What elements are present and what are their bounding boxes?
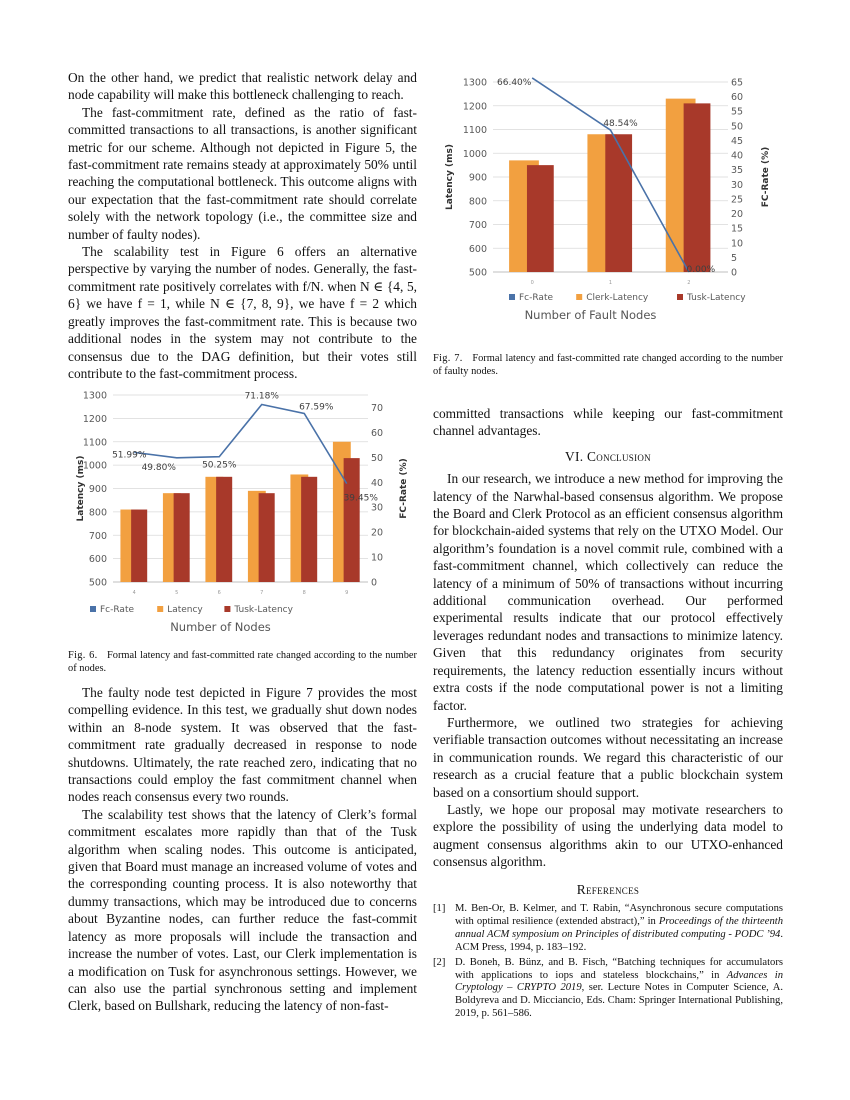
y-tick-label: 700 [88,530,107,542]
y-tick-label: 1000 [82,460,107,472]
references-list [433,903,783,1021]
right-column [433,405,783,1023]
bar-tusk-latency [174,493,190,582]
reference-text: D. Boneh, B. Bünz, and B. Fisch, “Batching techniques for accumulators with applications to iops and stateless blockchains,” in [455,956,783,981]
y2-axis-title: FC-Rate (%) [761,146,771,208]
fig6-caption-label: Fig. 6. [68,650,98,661]
y-tick-label: 600 [468,243,487,255]
reference-body [455,957,783,1022]
reference-body [455,903,783,955]
y-axis-title: Latency (ms) [76,455,86,522]
y-tick-label: 700 [468,220,487,231]
bar-tusk-latency [605,134,632,272]
paragraph: Furthermore, we outlined two strategies for achieving verifiable transaction outcomes without necessitating an increase in communication rounds. We regard this characteristic of our research as a crucial feature that a public blockchain system based on a consortium should support. [433,714,783,800]
fig7-chart [433,70,783,332]
y-tick-label: 1100 [82,437,107,449]
data-label: 51.99% [112,450,147,461]
y-tick-label: 600 [88,554,107,566]
y-tick-label: 1200 [462,101,487,113]
reference-number: [1] [433,902,446,914]
legend-swatch-fc-rate [509,294,515,300]
left-column-top [68,69,417,382]
y2-tick-label: 45 [731,135,744,147]
paragraph: committed transactions while keeping our fast-commitment channel advantages. [433,406,783,439]
y-tick-label: 1100 [462,125,487,136]
section-title: VI. Conclusion [565,448,651,464]
x-axis-title: Number of Fault Nodes [524,308,657,322]
bar-tusk-latency [527,165,554,272]
paragraph: The scalability test in Figure 6 offers an alternative perspective by varying the number of nodes. Generally, the fast-commitment rate positively correlates with f/N. when N ∈ {4, 5, 6} we have f = 1, while N ∈ {7, 8, 9}, we have f = 2 which greatly improves the fast-commitment rate. This is because two additional nodes in the system may not contribute to the consensus due to the DAG definition, but their votes still contribute to the fast-commitment process. [68,244,417,381]
data-label: 50.25% [202,460,237,471]
legend-swatch-clerk-latency [576,294,582,300]
bar-tusk-latency [344,458,360,582]
y2-tick-label: 60 [731,92,744,104]
fig6-chart [68,386,418,638]
y-tick-label: 1200 [82,413,107,425]
x-tick-label: 1 [608,280,613,286]
y2-tick-label: 50 [371,452,384,464]
paragraph: The faulty node test depicted in Figure 7 provides the most compelling evidence. In this test, we gradually shut down nodes within an 8-node system. It was observed that the fast-commitment rate gradually decreased in response to node shutdowns. Ultimately, the rate reached zero, indicating that no transactions could employ the fast commitment channel when nodes reach consensus every two rounds. [68,685,417,805]
y-tick-label: 1300 [82,390,107,402]
data-label: 71.18% [244,391,279,402]
legend-label: Fc-Rate [100,605,135,615]
y-tick-label: 500 [88,577,107,589]
y2-tick-label: 70 [371,402,384,414]
y2-tick-label: 20 [371,527,384,539]
legend-label: Tusk-Latency [234,605,293,615]
y2-tick-label: 30 [731,179,744,191]
legend-swatch-latency [157,606,163,612]
paragraph: Lastly, we hope our proposal may motivate researchers to explore the possibility of using the underlying data model to augment consensus algorithms akin to our UTXO-enhanced consensus algorithm. [433,801,783,870]
y2-tick-label: 40 [371,477,384,489]
x-tick-label: 5 [175,590,179,596]
data-label: 0.00% [686,265,716,275]
y-tick-label: 800 [88,507,107,519]
paragraph: The scalability test shows that the latency of Clerk’s formal commitment escalates more rapidly than that of the Tusk algorithm when scaling nodes. This outcome is anticipated, given that Board must manage an increased volume of votes and the corresponding counting process. It is also noteworthy that dummy transactions, which may be introduced due to concerns about Byzantine nodes, can further reduce the fast-commit latency as more proposals will include the transaction and increase the number of votes. Last, our Clerk implementation is a modification on Tusk for asynchronous settings. However, we can also use the partial synchronous setting and implement Clerk, based on Bullshark, reducing the latency of non-fast- [68,806,417,1014]
y-tick-label: 500 [468,267,487,279]
bar-tusk-latency [684,103,711,272]
y2-tick-label: 5 [731,252,738,264]
y2-tick-label: 15 [731,223,744,235]
fig6-caption [68,650,417,675]
y2-tick-label: 40 [731,150,744,162]
bar-tusk-latency [259,493,275,582]
legend-label: Tusk-Latency [687,293,746,303]
x-tick-label: 9 [345,590,349,596]
y2-tick-label: 0 [731,267,738,279]
x-axis-title: Number of Nodes [170,620,271,634]
legend-swatch-tusk-latency [677,294,683,300]
bar-tusk-latency [216,477,232,582]
y2-tick-label: 10 [731,238,744,250]
y-tick-label: 1000 [462,148,487,160]
paragraph: In our research, we introduce a new method for improving the latency of the Narwhal-based consensus algorithm. We propose the Board and Clerk Protocol as an efficient consensus algorithm for blockchain-aided systems that rely on the UTXO Model. Our algorithm’s foundation is a novel commit rule, combined with a fast-commitment channel, which collectively can reduce the latency of a minimum of 50% of transactions without incurring additional communication overhead. Our performed experimental results indicate that our protocol effectively leverages redundant nodes and transactions to minimize latency. Given that this redundancy originates from security requirements, the latency reduction essentially incurs without extra costs if the node computational power is not a limiting factor. [433,471,783,713]
y2-axis-title: FC-Rate (%) [399,458,409,519]
paragraph: The fast-commitment rate, defined as the ratio of fast-committed transactions to all transactions, is another significant metric for our scheme. Although not depicted in Figure 5, the fast-commitment rate remains steady at approximately 50% until reaching the computational bottleneck. This outcome aligns with our expectation that the fast-commitment rate should correlate solely with the network topology (i.e., the committee size and number of faulty nodes). [68,104,417,242]
data-label: 66.40% [497,77,532,88]
reference-text: . ACM Press, 1994, p. 183–192. [455,928,783,953]
fig7-caption-text: Formal latency and fast-committed rate changed according to the number of faulty nodes. [433,353,784,377]
fig6-caption-text: Formal latency and fast-committed rate changed according to the number of nodes. [68,650,418,674]
y-axis-title: Latency (ms) [445,144,455,210]
fig7-caption [433,353,783,378]
legend-label: Latency [167,605,203,615]
legend-swatch-tusk-latency [224,606,230,612]
y-tick-label: 900 [88,484,107,495]
references-title: References [576,881,640,897]
x-tick-label: 4 [132,590,136,596]
y2-tick-label: 20 [731,209,744,221]
reference-text: , ser. Lecture Notes in Computer Science, A. Boldyreva and D. Micciancio, Eds. Cham: Springer International Publishing, 2019, p. 561–586. [455,982,784,1020]
x-tick-label: 0 [530,280,534,286]
legend-label: Fc-Rate [519,293,554,303]
bar-tusk-latency [301,477,317,582]
reference-venue: Advances in Cryptology – CRYPTO 2019 [455,969,783,994]
reference-text: M. Ben-Or, B. Kelmer, and T. Rabin, “Asynchronous secure computations with optimal resilience (extended abstract),” in [455,902,783,927]
legend-swatch-fc-rate [90,606,96,612]
x-tick-label: 8 [302,590,306,596]
data-label: 49.80% [141,462,176,473]
y-tick-label: 1300 [462,77,487,89]
y2-tick-label: 30 [371,502,384,514]
bar-tusk-latency [131,510,147,582]
data-label: 39.45% [343,493,378,504]
data-label: 48.54% [603,119,638,130]
fig7-caption-label: Fig. 7. [433,353,463,364]
reference-venue: Proceedings of the thirteenth annual ACM symposium on Principles of distributed computing - PODC ’94 [455,915,783,940]
paragraph: On the other hand, we predict that realistic network delay and node capability will make this bottleneck challenging to reach. [68,70,417,103]
legend-label: Clerk-Latency [586,293,649,303]
y2-tick-label: 0 [371,577,378,589]
x-tick-label: 6 [217,590,221,596]
x-tick-label: 2 [687,280,691,286]
y2-tick-label: 25 [731,194,744,206]
y2-tick-label: 65 [731,77,744,89]
left-column-bottom [68,684,417,1015]
data-label: 67.59% [299,402,334,413]
reference-number: [2] [433,956,446,968]
x-tick-label: 7 [260,590,264,596]
y-tick-label: 800 [468,196,487,208]
y2-tick-label: 55 [731,106,744,118]
reference-item [433,903,783,955]
y2-tick-label: 10 [371,552,384,564]
y2-tick-label: 35 [731,165,744,177]
reference-item [433,957,783,1022]
y-tick-label: 900 [468,172,487,184]
y2-tick-label: 60 [371,427,384,439]
y2-tick-label: 50 [731,121,744,133]
